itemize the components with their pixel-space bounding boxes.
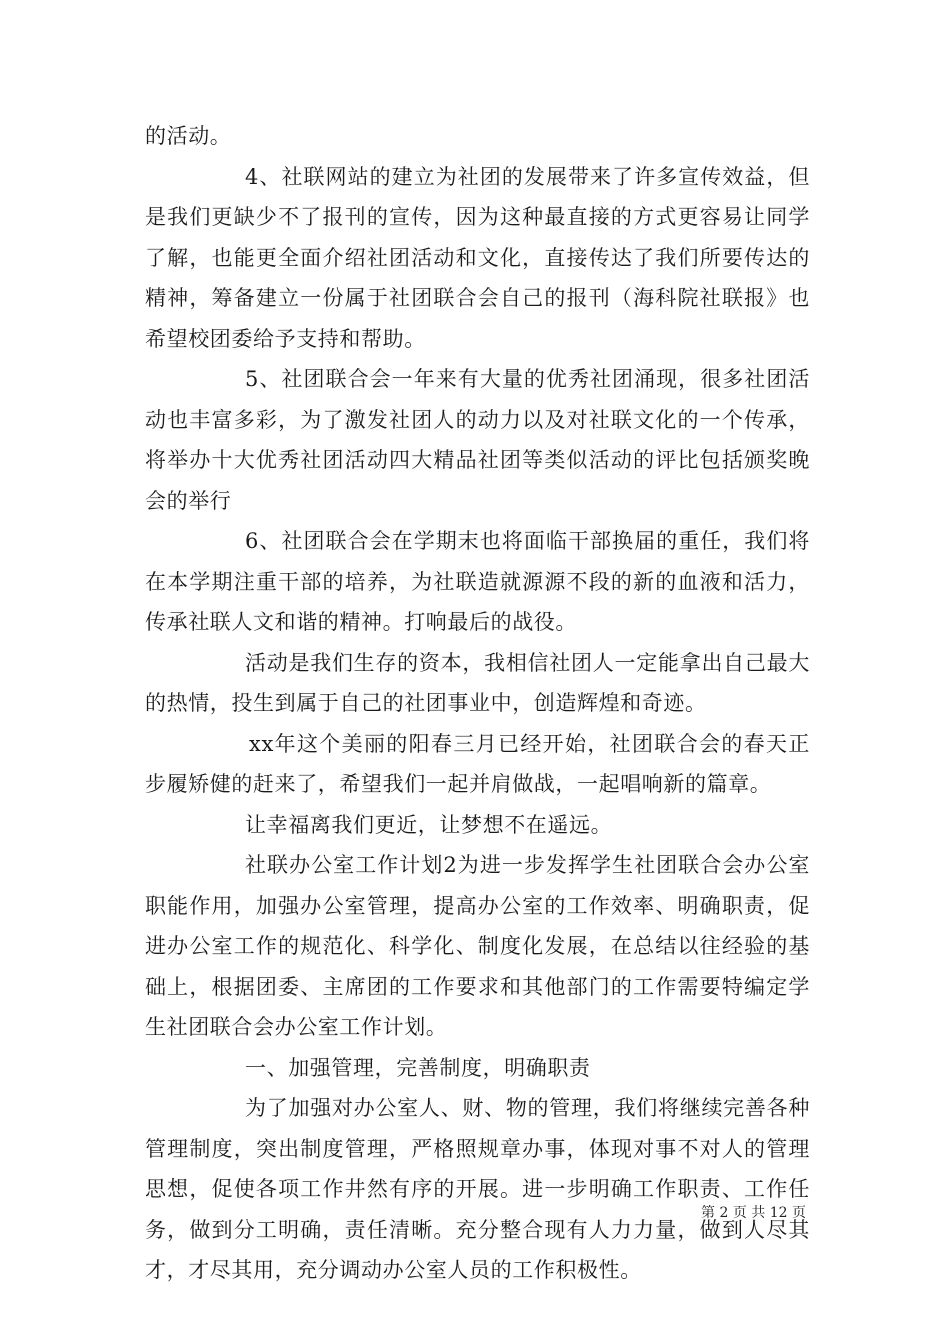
paragraph-item-4: 4、社联网站的建立为社团的发展带来了许多宣传效益，但是我们更缺少不了报刊的宣传，因为这种最直接的方式更容易让同学了解，也能更全面介绍社团活动和文化，直接传达了我们所要传达的精神，筹备建立一份属于社团联合会自己的报刊（海科院社联报》也希望校团委给予支持和帮助。 [145,164,810,351]
paragraph-item-5: 5、社团联合会一年来有大量的优秀社团涌现，很多社团活动也丰富多彩，为了激发社团人的动力以及对社联文化的一个传承，将举办十大优秀社团活动四大精品社团等类似活动的评比包括颁奖晚会的举行 [145,367,810,513]
paragraph-spring: xx年这个美丽的阳春三月已经开始，社团联合会的春天正步履矫健的赶来了，希望我们一起并肩做战，一起唱响新的篇章。 [145,731,810,796]
page-number-footer: 第 2 页 共 12 页 [701,1205,806,1221]
section-heading-management: 一、加强管理，完善制度，明确职责 [245,1055,591,1080]
paragraph-dream: 让幸福离我们更近，让梦想不在遥远。 [245,812,613,837]
paragraph-management: 为了加强对办公室人、财、物的管理，我们将继续完善各种管理制度，突出制度管理，严格照规章办事，体现对事不对人的管理思想，促使各项工作井然有序的开展。进一步明确工作职责、工作任务，做到分工明确，责任清晰。充分整合现有人力力量，做到人尽其才，才尽其用，充分调动办公室人员的工作积极性。 [145,1096,810,1282]
paragraph-office-plan: 社联办公室工作计划2为进一步发挥学生社团联合会办公室职能作用，加强办公室管理，提高办公室的工作效率、明确职责，促进办公室工作的规范化、科学化、制度化发展，在总结以往经验的基础上，根据团委、主席团的工作要求和其他部门的工作需要特编定学生社团联合会办公室工作计划。 [145,853,810,1039]
paragraph-item-6: 6、社团联合会在学期末也将面临干部换届的重任，我们将在本学期注重干部的培养，为社联造就源源不段的新的血液和活力，传承社联人文和谐的精神。打响最后的战役。 [145,529,810,634]
document-body [145,116,810,1291]
paragraph-activity: 活动是我们生存的资本，我相信社团人一定能拿出自己最大的热情，投生到属于自己的社团事业中，创造辉煌和奇迹。 [145,650,810,715]
paragraph-continuation: 的活动。 [145,124,232,148]
